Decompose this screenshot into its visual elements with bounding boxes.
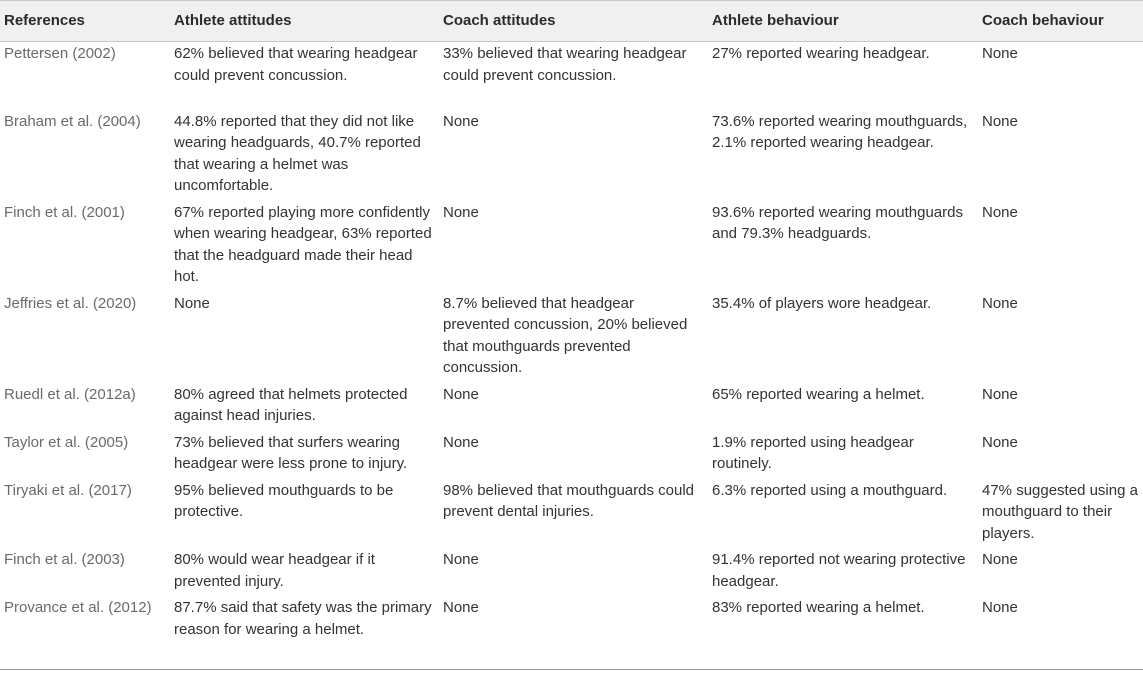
table-row	[0, 42, 1143, 110]
table-row	[0, 292, 1143, 383]
cell-athlete-behaviour: 6.3% reported using a mouthguard.	[712, 481, 948, 499]
table-row	[0, 383, 1143, 431]
cell-athlete-attitudes: 44.8% reported that they did not like wearing headguards, 40.7% reported that wearing a helmet was uncomfortable.	[174, 112, 421, 194]
header-coach-behaviour: Coach behaviour	[978, 1, 1143, 42]
cell-coach-behaviour: None	[978, 596, 1143, 669]
cell-coach-behaviour: 47% suggested using a mouthguard to their players.	[982, 481, 1138, 542]
cell-coach-behaviour: None	[982, 45, 1018, 62]
cell-athlete-behaviour: 27% reported wearing headgear.	[712, 45, 930, 62]
cell-athlete-attitudes: None	[174, 294, 210, 312]
cell-coach-attitudes: None	[443, 433, 479, 451]
header-athlete-behaviour: Athlete behaviour	[708, 1, 978, 42]
table-header	[0, 1, 1143, 42]
cell-coach-attitudes: 8.7% believed that headgear prevented concussion, 20% believed that mouthguards prevented concussion.	[443, 294, 688, 376]
cell-athlete-attitudes: 67% reported playing more confidently when wearing headgear, 63% reported that the headguard made their head hot.	[174, 203, 432, 285]
table-row	[0, 431, 1143, 479]
table-row	[0, 548, 1143, 596]
cell-reference: Taylor et al. (2005)	[4, 433, 129, 451]
header-coach-attitudes: Coach attitudes	[439, 1, 708, 42]
cell-coach-behaviour: None	[982, 385, 1018, 403]
cell-athlete-attitudes: 95% believed mouthguards to be protective.	[174, 481, 394, 520]
cell-reference: Braham et al. (2004)	[4, 112, 141, 130]
cell-athlete-attitudes: 80% agreed that helmets protected against head injuries.	[174, 385, 408, 424]
cell-coach-attitudes: None	[439, 596, 708, 669]
cell-reference: Finch et al. (2001)	[4, 203, 125, 221]
cell-coach-behaviour: None	[982, 294, 1018, 312]
cell-athlete-attitudes: 80% would wear headgear if it prevented injury.	[174, 551, 375, 590]
table-row	[0, 596, 1143, 669]
header-athlete-attitudes: Athlete attitudes	[170, 1, 439, 42]
cell-coach-behaviour: None	[982, 433, 1018, 451]
cell-coach-behaviour: None	[982, 112, 1018, 130]
cell-reference: Ruedl et al. (2012a)	[4, 385, 136, 403]
cell-reference: Jeffries et al. (2020)	[4, 294, 137, 312]
cell-coach-attitudes: None	[443, 385, 479, 403]
cell-athlete-behaviour: 91.4% reported not wearing protective headgear.	[712, 551, 966, 590]
cell-reference: Provance et al. (2012)	[0, 596, 170, 669]
cell-coach-behaviour: None	[982, 551, 1018, 568]
cell-athlete-attitudes: 62% believed that wearing headgear could prevent concussion.	[174, 45, 418, 84]
table-row	[0, 201, 1143, 292]
cell-reference: Finch et al. (2003)	[4, 551, 125, 568]
cell-athlete-attitudes: 87.7% said that safety was the primary reason for wearing a helmet.	[170, 596, 439, 669]
header-references: References	[0, 1, 170, 42]
cell-athlete-behaviour: 83% reported wearing a helmet.	[708, 596, 978, 669]
cell-athlete-behaviour: 1.9% reported using headgear routinely.	[712, 433, 914, 472]
cell-reference: Tiryaki et al. (2017)	[4, 481, 132, 499]
cell-athlete-behaviour: 35.4% of players wore headgear.	[712, 294, 932, 312]
table-body	[0, 42, 1143, 670]
cell-athlete-behaviour: 65% reported wearing a helmet.	[712, 385, 925, 403]
table-row	[0, 479, 1143, 549]
cell-reference: Pettersen (2002)	[4, 45, 116, 62]
header-row	[0, 1, 1143, 42]
cell-coach-attitudes: None	[443, 112, 479, 130]
cell-coach-attitudes: 33% believed that wearing headgear could prevent concussion.	[443, 45, 687, 84]
cell-athlete-behaviour: 93.6% reported wearing mouthguards and 79.3% headguards.	[712, 203, 963, 242]
cell-coach-attitudes: 98% believed that mouthguards could prevent dental injuries.	[443, 481, 695, 520]
cell-athlete-attitudes: 73% believed that surfers wearing headgear were less prone to injury.	[174, 433, 408, 472]
cell-athlete-behaviour: 73.6% reported wearing mouthguards, 2.1% reported wearing headgear.	[712, 112, 968, 151]
table-row	[0, 110, 1143, 201]
cell-coach-behaviour: None	[982, 203, 1018, 221]
cell-coach-attitudes: None	[443, 203, 479, 221]
cell-coach-attitudes: None	[443, 551, 479, 568]
